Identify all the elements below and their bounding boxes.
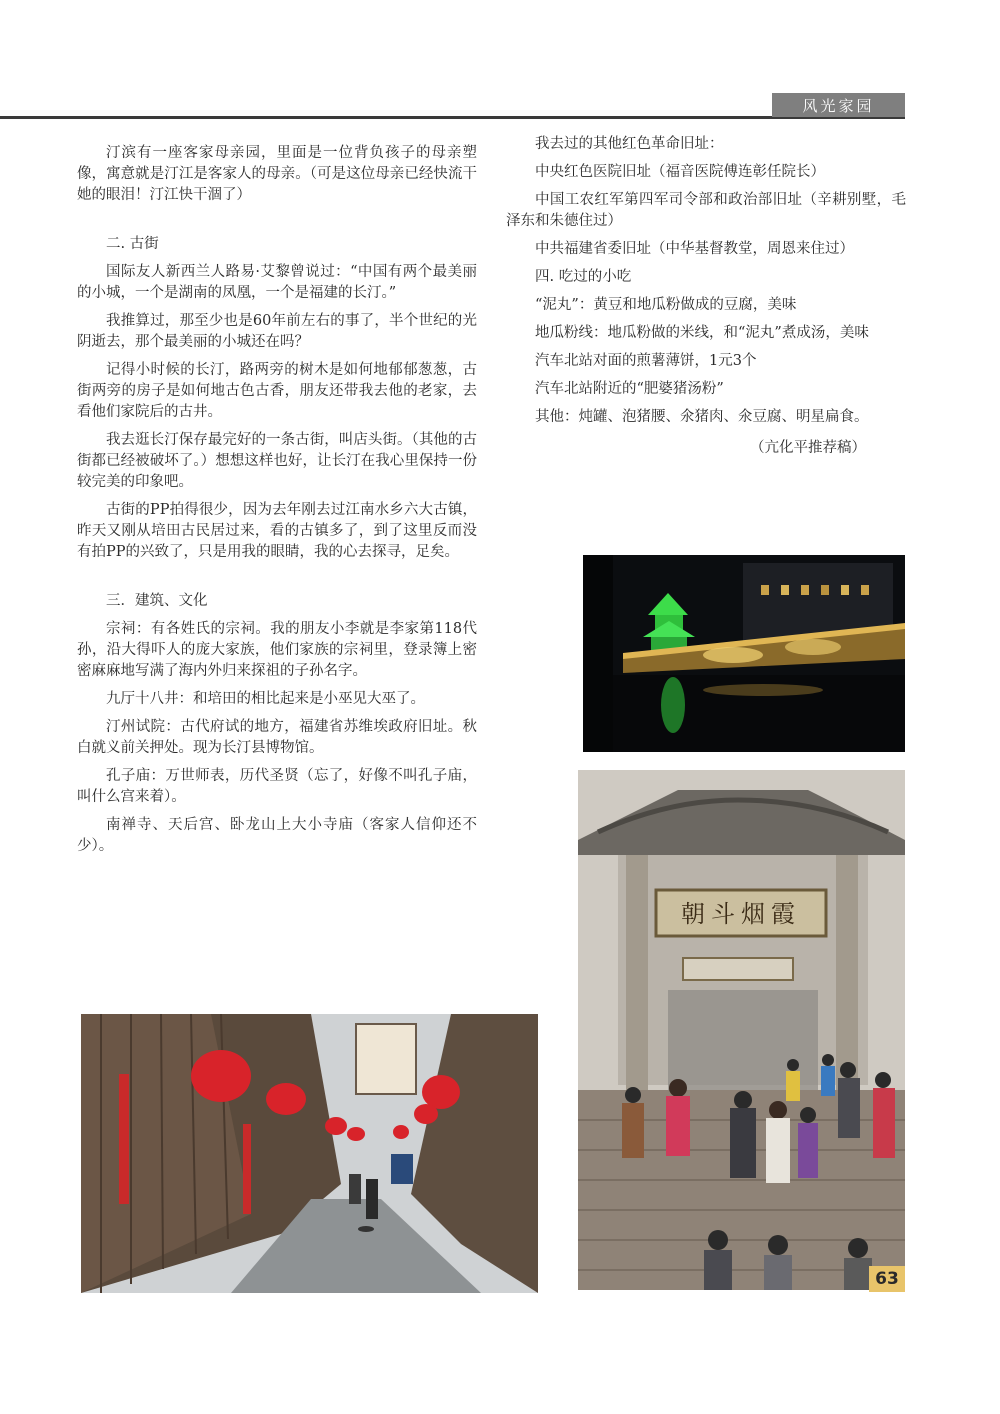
red-sites-heading: 我去过的其他红色革命旧址：: [535, 136, 724, 152]
paragraph: 九厅十八井：和培田的相比起来是小巫见大巫了。: [106, 691, 425, 707]
intro-paragraph: 汀滨有一座客家母亲园，里面是一位背负孩子的母亲塑像，寓意就是汀江是客家人的母亲。（可是这位母亲已经快流干她的眼泪！汀江快干涸了）: [77, 145, 477, 203]
paragraph: 孔子庙：万世师表，历代圣贤（忘了，好像不叫孔子庙，叫什么宫来着）。: [77, 768, 477, 805]
paragraph: 宗祠：有各姓氏的宗祠。我的朋友小李就是李家第118代孙，沿大得吓人的庞大家族，他们家族的宗祠里，登录簿上密密麻麻地写满了海内外归来探祖的子孙名字。: [77, 621, 477, 679]
snack-item: 汽车北站对面的煎薯薄饼，1元3个: [535, 353, 757, 369]
red-site-item: 中共福建省委旧址（中华基督教堂，周恩来住过）: [535, 241, 854, 257]
snack-item: 地瓜粉线：地瓜粉做的米线，和“泥丸”煮成汤，美味: [535, 325, 869, 341]
recommender-note: （亢化平推荐稿）: [750, 440, 866, 456]
header-rule: [0, 116, 905, 119]
night-river-photo: [583, 555, 905, 752]
paragraph: 国际友人新西兰人路易·艾黎曾说过：“中国有两个最美丽的小城，一个是湖南的凤凰，一个是福建的长汀。”: [77, 264, 477, 301]
paragraph: 汀州试院：古代府试的地方，福建省苏维埃政府旧址。秋白就义前关押处。现为长汀县博物馆。: [77, 719, 477, 756]
section3-heading: 三．建筑、文化: [106, 593, 208, 609]
paragraph: 记得小时候的长汀，路两旁的树木是如何地郁郁葱葱，古街两旁的房子是如何地古色古香，朋友还带我去他的老家，去看他们家院后的古井。: [77, 362, 477, 420]
page-number: 63: [869, 1266, 905, 1292]
section-title: 风光家园: [772, 93, 905, 117]
snack-item: “泥丸”：黄豆和地瓜粉做成的豆腐，美味: [535, 297, 797, 313]
snack-item: 汽车北站附近的“肥婆猪汤粉”: [535, 381, 724, 397]
temple-gate-photo: [578, 770, 905, 1290]
paragraph: 我去逛长汀保存最完好的一条古街，叫店头街。（其他的古街都已经被破坏了。）想想这样也好，让长汀在我心里保持一份较完美的印象吧。: [77, 432, 477, 490]
paragraph: 南禅寺、天后宫、卧龙山上大小寺庙（客家人信仰还不少）。: [77, 817, 477, 854]
temple-plaque-text: 朝斗烟霞: [681, 900, 801, 928]
red-site-item: 中央红色医院旧址（福音医院傅连彰任院长）: [535, 164, 825, 180]
left-column: [77, 143, 477, 864]
snack-item: 其他：炖罐、泡猪腰、氽猪肉、氽豆腐、明星扁食。: [535, 409, 869, 425]
snacks-heading: 四. 吃过的小吃: [535, 269, 632, 285]
section2-heading: 二. 古街: [106, 236, 159, 252]
old-street-photo: [81, 1014, 538, 1293]
right-column: [506, 134, 906, 466]
paragraph: 我推算过，那至少也是60年前左右的事了，半个世纪的光阴逝去，那个最美丽的小城还在吗？: [77, 313, 477, 350]
paragraph: 古街的PP拍得很少，因为去年刚去过江南水乡六大古镇，昨天又刚从培田古民居过来，看的古镇多了，到了这里反而没有拍PP的兴致了，只是用我的眼睛，我的心去探寻，足矣。: [77, 502, 477, 560]
red-site-item: 中国工农红军第四军司令部和政治部旧址（辛耕别墅，毛泽东和朱德住过）: [506, 192, 906, 229]
